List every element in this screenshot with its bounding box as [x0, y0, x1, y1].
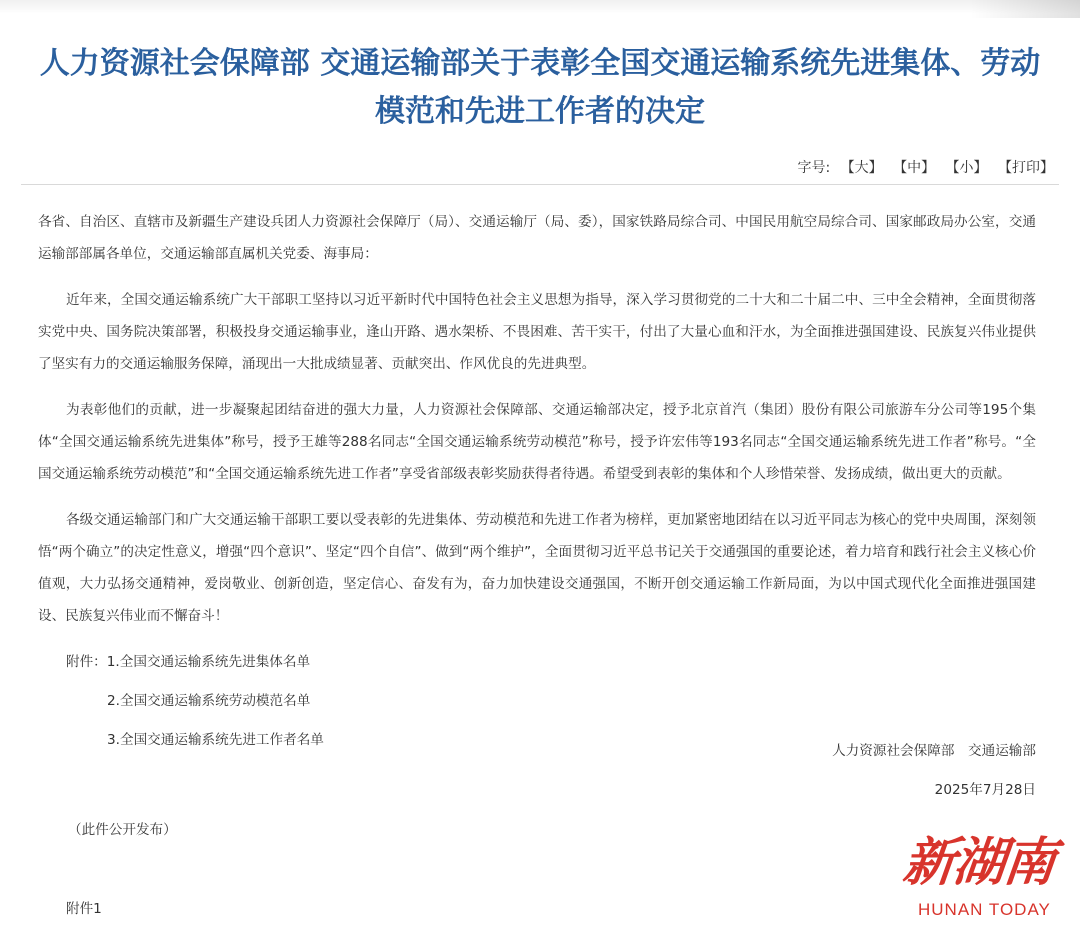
- attachment-item-3[interactable]: 3.全国交通运输系统先进工作者名单: [107, 732, 324, 748]
- hunan-today-watermark-logo: [900, 820, 1074, 925]
- font-medium-button[interactable]: 【中】: [893, 160, 936, 176]
- top-shadow: [0, 0, 1080, 14]
- watermark-english: HUNAN TODAY: [918, 900, 1051, 919]
- article-title: [20, 40, 1060, 136]
- body-paragraph-1: 近年来，全国交通运输系统广大干部职工坚持以习近平新时代中国特色社会主义思想为指导，深入学习贯彻党的二十大和二十届二中、三中全会精神，全面贯彻落实党中央、国务院决策部署，积极投身交通运输事业，逢山开路、遇水架桥、不畏困难、苦干实干，付出了大量心血和汗水，为全面推进强国建设、民族复兴伟业提供了坚实有力的交通运输服务保障，涌现出一大批成绩显著、贡献突出、作风优良的先进典型。: [38, 292, 1036, 372]
- addressee-paragraph: 各省、自治区、直辖市及新疆生产建设兵团人力资源社会保障厅（局）、交通运输厅（局、委），国家铁路局综合司、中国民用航空局综合司、国家邮政局办公室，交通运输部部属各单位，交通运输部直属机关党委、海事局：: [38, 214, 1036, 262]
- issuers-signature: 人力资源社会保障部 交通运输部: [832, 743, 1036, 759]
- body-paragraph-2: 为表彰他们的贡献，进一步凝聚起团结奋进的强大力量，人力资源社会保障部、交通运输部决定，授予北京首汽（集团）股份有限公司旅游车分公司等195个集体“全国交通运输系统先进集体”称号，授予王雄等288名同志“全国交通运输系统劳动模范”称号，授予许宏伟等193名同志“全国交通运输系统先进工作者”称号。“全国交通运输系统劳动模范”和“全国交通运输系统先进工作者”享受省部级表彰奖励获得者待遇。希望受到表彰的集体和个人珍惜荣誉、发扬成绩，做出更大的贡献。: [38, 402, 1036, 482]
- print-button[interactable]: 【打印】: [998, 160, 1054, 176]
- attachment-row-2: [66, 685, 1036, 717]
- attachment-item-2[interactable]: 2.全国交通运输系统劳动模范名单: [107, 693, 311, 709]
- issue-date: 2025年7月28日: [934, 782, 1036, 798]
- watermark-chinese: 新湖南: [900, 832, 1057, 893]
- title-divider: [21, 184, 1059, 185]
- font-large-button[interactable]: 【大】: [840, 160, 883, 176]
- attachment-item-1[interactable]: 1.全国交通运输系统先进集体名单: [106, 654, 311, 670]
- attachment-row-1: [66, 646, 1036, 678]
- title-line-2: 模范和先进工作者的决定: [375, 94, 705, 129]
- attachment-label: 附件：: [66, 654, 107, 670]
- title-line-1: 人力资源社会保障部 交通运输部关于表彰全国交通运输系统先进集体、劳动: [39, 46, 1041, 81]
- public-release-note: （此件公开发布）: [68, 822, 177, 838]
- font-size-bar: [797, 157, 1054, 177]
- font-size-label: 字号:: [797, 160, 831, 176]
- top-right-fade: [970, 0, 1080, 18]
- font-small-button[interactable]: 【小】: [945, 160, 988, 176]
- body-paragraph-3: 各级交通运输部门和广大交通运输干部职工要以受表彰的先进集体、劳动模范和先进工作者为榜样，更加紧密地团结在以习近平同志为核心的党中央周围，深刻领悟“两个确立”的决定性意义，增强“四个意识”、坚定“四个自信”、做到“两个维护”，全面贯彻习近平总书记关于交通强国的重要论述，着力培育和践行社会主义核心价值观，大力弘扬交通精神，爱岗敬业、创新创造，坚定信心、奋发有为，奋力加快建设交通强国，不断开创交通运输工作新局面，为以中国式现代化全面推进强国建设、民族复兴伟业而不懈奋斗！: [38, 512, 1036, 624]
- attachment-1-heading: 附件1: [66, 901, 102, 917]
- article-body: [38, 206, 1036, 763]
